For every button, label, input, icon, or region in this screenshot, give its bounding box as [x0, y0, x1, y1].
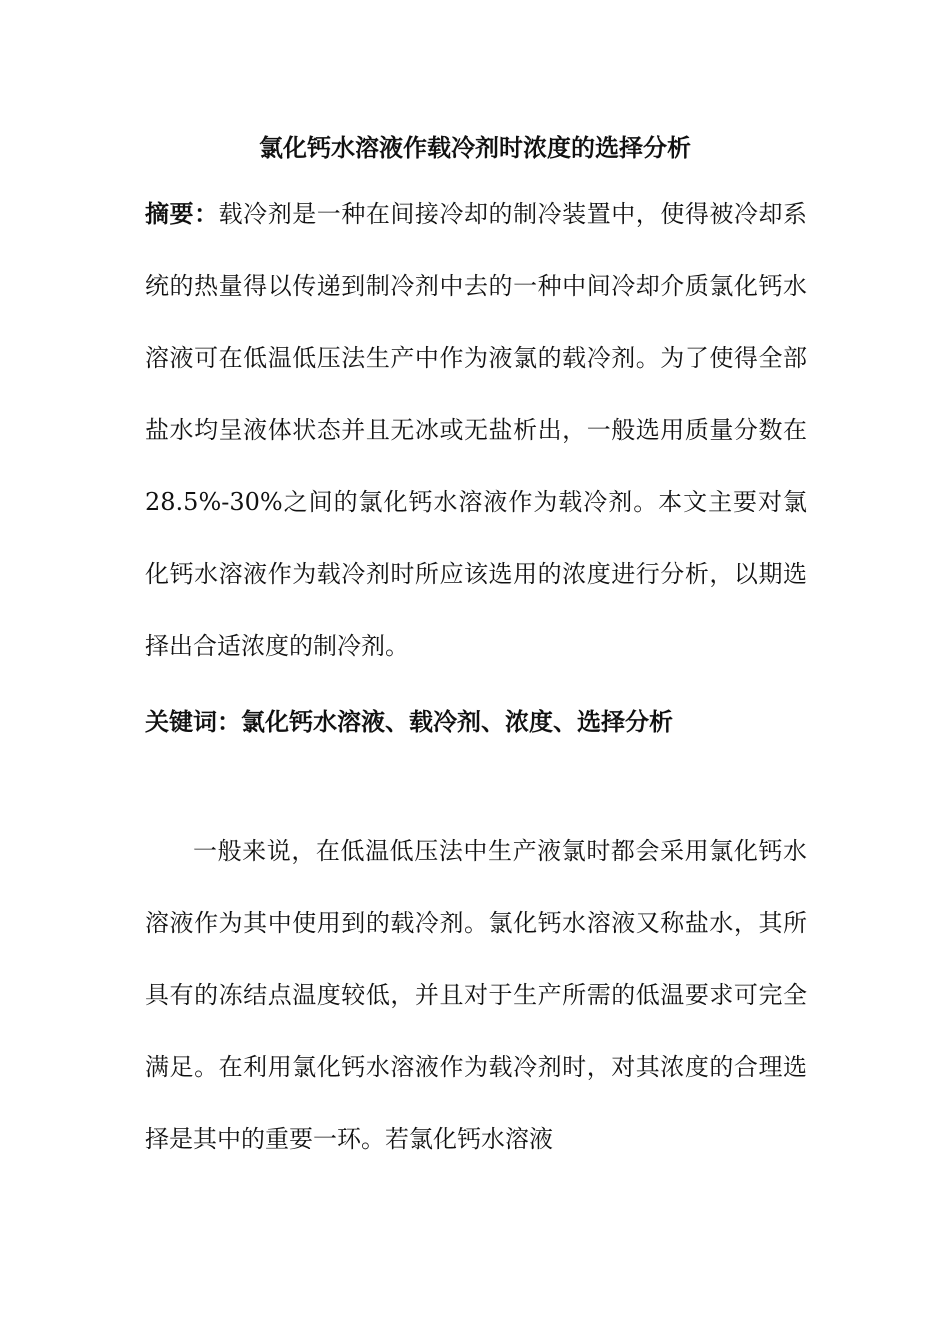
abstract-label: 摘要：: [145, 200, 219, 228]
keywords-text: 氯化钙水溶液、载冷剂、浓度、选择分析: [241, 708, 673, 736]
document-title: 氯化钙水溶液作载冷剂时浓度的选择分析: [259, 134, 691, 162]
abstract-paragraph: [145, 178, 807, 682]
keywords-line: [145, 706, 807, 738]
keywords-label: 关键词：: [145, 708, 241, 736]
abstract-text: 载冷剂是一种在间接冷却的制冷装置中，使得被冷却系统的热量得以传递到制冷剂中去的一种中间冷却介质氯化钙水溶液可在低温低压法生产中作为液氯的载冷剂。为了使得全部盐水均呈液体状态并且无冰或无盐析出，一般选用质量分数在28.5%-30%之间的氯化钙水溶液作为载冷剂。本文主要对氯化钙水溶液作为载冷剂时所应该选用的浓度进行分析，以期选择出合适浓度的制冷剂。: [145, 200, 808, 660]
body-paragraph: 一般来说，在低温低压法中生产液氯时都会采用氯化钙水溶液作为其中使用到的载冷剂。氯化钙水溶液又称盐水，其所具有的冻结点温度较低，并且对于生产所需的低温要求可完全满足。在利用氯化钙水溶液作为载冷剂时，对其浓度的合理选择是其中的重要一环。若氯化钙水溶液: [145, 837, 807, 1153]
